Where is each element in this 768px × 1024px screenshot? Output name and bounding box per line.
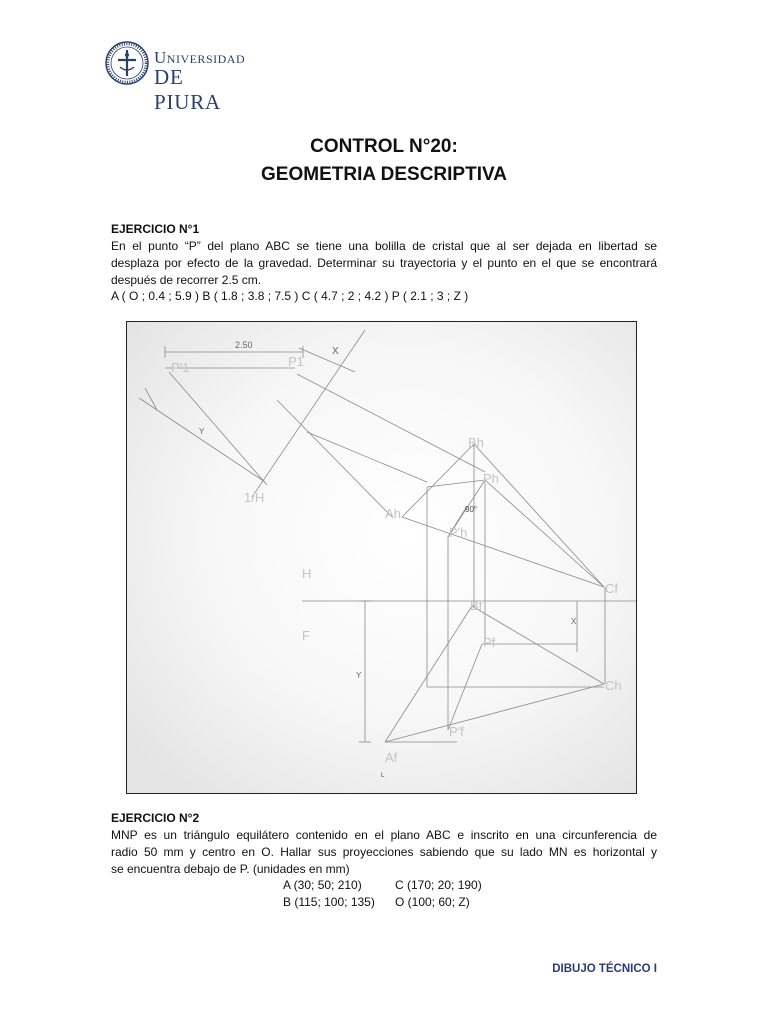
university-logo	[104, 40, 254, 114]
exercise2-line: se encuentra debajo de P. (unidades en mm)	[111, 862, 350, 876]
one-h-label: 1/H	[244, 490, 265, 505]
exercise1-coordinates: A ( O ; 0.4 ; 5.9 ) B ( 1.8 ; 3.8 ; 7.5 ) C ( 4.7 ; 2 ; 4.2 ) P ( 2.1 ; 3 ; Z )	[111, 289, 469, 303]
point-b-data: B (115; 100; 135)	[283, 895, 375, 909]
ph-label: Ph	[483, 471, 499, 486]
footer-course-label: DIBUJO TÉCNICO I	[552, 963, 657, 975]
exercise1-text	[111, 238, 657, 289]
university-name-line1: Universidad	[154, 48, 246, 67]
pf-label: Pf	[483, 635, 496, 650]
p1-label: P1	[288, 354, 304, 369]
exercise2-line: MNP es un triángulo equilátero contenido en el plano ABC e inscrito en una circunferencia de	[111, 828, 657, 842]
ppf-label: P'f	[449, 724, 464, 739]
small-mark: L	[381, 773, 385, 779]
dimension-250-label: 2.50	[235, 340, 253, 350]
angle-label: 90°	[465, 505, 478, 514]
exercise1-line: desplaza por efecto de la gravedad. Determinar su trayectoria y el punto en el que se encontrará	[111, 256, 657, 270]
exercise1-heading: EJERCICIO N°1	[111, 222, 200, 236]
exercise2-text	[111, 827, 657, 878]
point-a-data: A (30; 50; 210)	[283, 878, 362, 892]
bf-label: Bf	[470, 598, 483, 613]
ah-label: Ah	[385, 506, 401, 521]
f-label: F	[302, 628, 310, 643]
y-vertical-label: Y	[356, 671, 362, 680]
cf-label: Cf	[605, 581, 618, 596]
point-c-data: C (170; 20; 190)	[395, 878, 482, 892]
page-subtitle: GEOMETRIA DESCRIPTIVA	[261, 164, 507, 185]
bh-label: Bh	[468, 435, 484, 450]
h-label: H	[302, 566, 312, 581]
figure-drawing	[127, 322, 637, 794]
ch-label: Ch	[605, 678, 622, 693]
pph-label: P'h	[449, 525, 468, 540]
exercise1-line: después de recorrer 2.5 cm.	[111, 273, 262, 287]
descriptive-geometry-figure	[126, 321, 637, 794]
university-name-line2: DE PIURA	[154, 65, 222, 114]
x-top-label: X	[332, 346, 339, 357]
exercise2-heading: EJERCICIO N°2	[111, 811, 200, 825]
university-seal-icon	[104, 40, 150, 86]
exercise2-line: radio 50 mm y centro en O. Hallar sus proyecciones sabiendo que su lado MN es horizontal y	[111, 845, 657, 859]
p1-prime-label: P'1	[171, 360, 190, 375]
af-label: Af	[385, 750, 398, 765]
y-oblique-label: Y	[199, 427, 205, 436]
exercise1-line: En el punto “P” del plano ABC se tiene una bolilla de cristal que al ser dejada en libertad se	[111, 239, 657, 253]
page-title: CONTROL N°20:	[310, 136, 458, 157]
x-right-label: X	[571, 617, 577, 626]
point-o-data: O (100; 60; Z)	[395, 895, 470, 909]
